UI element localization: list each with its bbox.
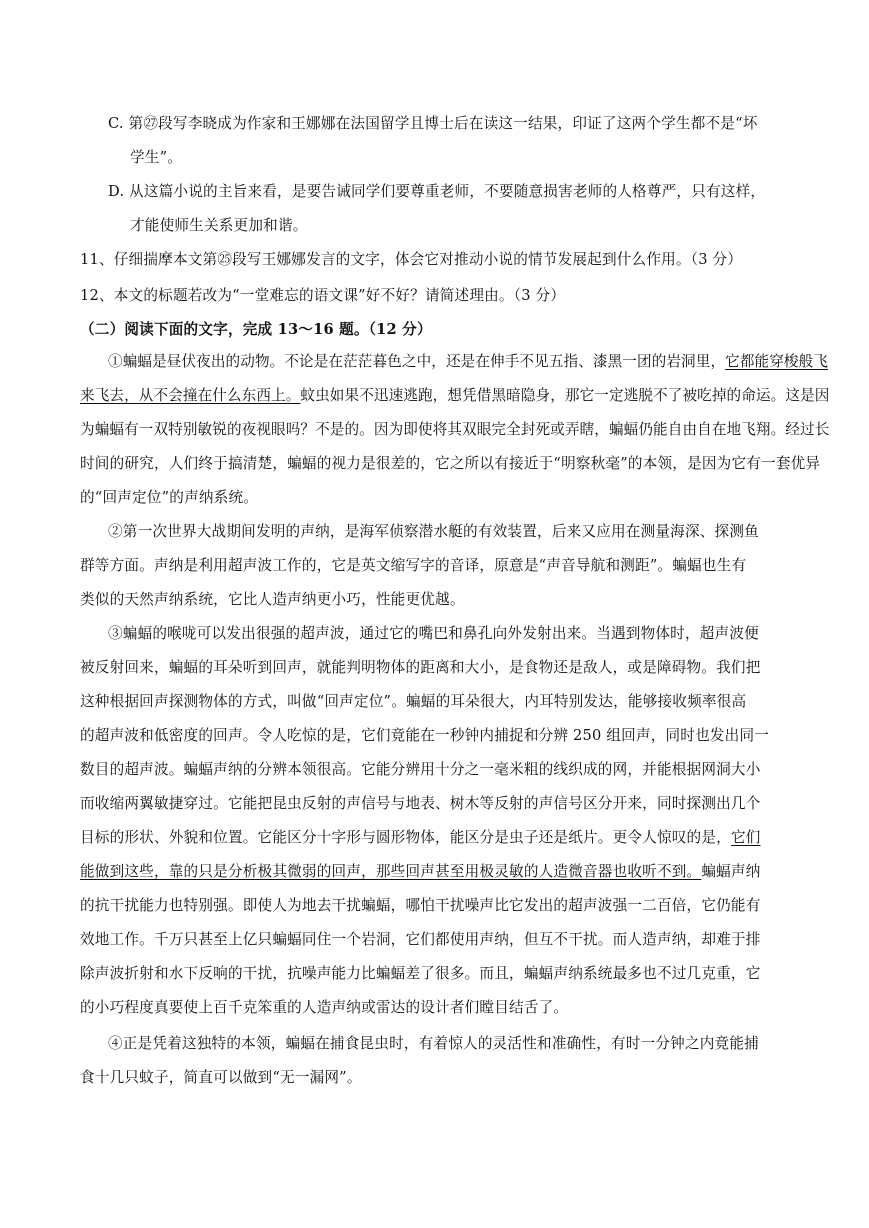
option-d-line-1: D. 从这篇小说的主旨来看，是要告诫同学们要尊重老师，不要随意损害老师的人格尊严，只有这样， [108, 183, 766, 200]
paragraph-3-line-6: 而收缩两翼敏捷穿过。它能把昆虫反射的声信号与地表、树木等反射的声信号区分开来，同时探测出几个 [80, 795, 761, 812]
option-c-line-1: C. 第㉗段写李晓成为作家和王娜娜在法国留学且博士后在读这一结果，印证了这两个学生都不是“坏 [108, 115, 758, 132]
paragraph-3-line-9: 的抗干扰能力也特别强。即使人为地去干扰蝙蝠，哪怕干扰噪声比它发出的超声波强一二百倍，它仍能有 [80, 897, 761, 914]
option-c-line-2: 学生”。 [130, 149, 183, 166]
paragraph-1-text: 蚊虫如果不迅速逃跑，想凭借黑暗隐身，那它一定逃脱不了被吃掉的命运。这是因 [300, 387, 830, 404]
paragraph-3-line-12: 的小巧程度真要使上百千克笨重的人造声纳或雷达的设计者们瞠目结舌了。 [80, 999, 569, 1016]
paragraph-3-line-3: 这种根据回声探测物体的方式，叫做“回声定位”。蝙蝠的耳朵很大，内耳特别发达，能够接收频率很高 [80, 693, 747, 710]
paragraph-1-line-1 [108, 352, 828, 372]
question-11: 11、仔细揣摩本文第㉕段写王娜娜发言的文字，体会它对推动小说的情节发展起到什么作用。（3 分） [80, 251, 743, 268]
question-12: 12、本文的标题若改为“一堂难忘的语文课”好不好？请简述理由。（3 分） [80, 287, 566, 304]
underlined-sentence: 来飞去，从不会撞在什么东西上。 [80, 387, 301, 404]
paragraph-3-text: 蝙蝠声纳 [701, 863, 761, 880]
underlined-sentence: 能做到这些，靠的只是分析极其微弱的回声，那些回声甚至用极灵敏的人造微音器也收听不到。 [80, 863, 702, 880]
paragraph-1-line-4: 时间的研究，人们终于搞清楚，蝙蝠的视力是很差的，它之所以有接近于“明察秋毫”的本领，是因为它有一套优异 [80, 455, 821, 472]
paragraph-1-line-3: 为蝙蝠有一双特别敏锐的夜视眼吗？不是的。因为即使将其双眼完全封死或弄瞎，蝙蝠仍能自由自在地飞翔。经过长 [80, 421, 830, 438]
paragraph-3-line-1: ③蝙蝠的喉咙可以发出很强的超声波，通过它的嘴巴和鼻孔向外发射出来。当遇到物体时，超声波便 [108, 625, 759, 642]
paragraph-3-line-10: 效地工作。千万只甚至上亿只蝙蝠同住一个岩洞，它们都使用声纳，但互不干扰。而人造声纳，却难于排 [80, 931, 761, 948]
paragraph-4-line-2: 食十几只蚊子，简直可以做到“无一漏网”。 [80, 1069, 362, 1086]
paragraph-3-line-11: 除声波折射和水下反响的干扰，抗噪声能力比蝙蝠差了很多。而且，蝙蝠声纳系统最多也不过几克重，它 [80, 965, 761, 982]
paragraph-1-line-2 [80, 386, 829, 406]
section-heading: （二）阅读下面的文字，完成 13～16 题。（12 分） [80, 321, 432, 338]
paragraph-2-line-3: 类似的天然声纳系统，它比人造声纳更小巧，性能更优越。 [80, 591, 465, 608]
paragraph-3-line-7 [80, 828, 761, 848]
option-d-line-2: 才能使师生关系更加和谐。 [130, 217, 308, 234]
paragraph-4-line-1: ④正是凭着这独特的本领，蝙蝠在捕食昆虫时，有着惊人的灵活性和准确性，有时一分钟之内竟能捕 [108, 1035, 759, 1052]
paragraph-2-line-1: ②第一次世界大战期间发明的声纳，是海军侦察潜水艇的有效装置，后来又应用在测量海深、探测鱼 [108, 523, 759, 540]
paragraph-3-line-4: 的超声波和低密度的回声。令人吃惊的是，它们竟能在一秒钟内捕捉和分辨 250 组回声，同时也发出同一 [80, 727, 770, 744]
paragraph-3-line-2: 被反射回来，蝙蝠的耳朵听到回声，就能判明物体的距离和大小，是食物还是敌人，或是障碍物。我们把 [80, 659, 761, 676]
paragraph-3-line-8 [80, 862, 761, 882]
underlined-sentence: 它都能穿梭般飞 [725, 353, 829, 370]
paragraph-1-line-5: 的“回声定位”的声纳系统。 [80, 489, 259, 506]
paragraph-2-line-2: 群等方面。声纳是利用超声波工作的，它是英文缩写字的音译，原意是“声音导航和测距”。蝙蝠也生有 [80, 557, 747, 574]
underlined-sentence: 它们 [730, 829, 761, 846]
paragraph-3-text: 目标的形状、外貌和位置。它能区分十字形与圆形物体，能区分是虫子还是纸片。更令人惊叹的是， [80, 829, 731, 846]
paragraph-3-line-5: 数目的超声波。蝙蝠声纳的分辨本领很高。它能分辨用十分之一毫米粗的线织成的网，并能根据网洞大小 [80, 761, 761, 778]
paragraph-1-text: ①蝙蝠是昼伏夜出的动物。不论是在茫茫暮色之中，还是在伸手不见五指、漆黑一团的岩洞里， [108, 353, 726, 370]
